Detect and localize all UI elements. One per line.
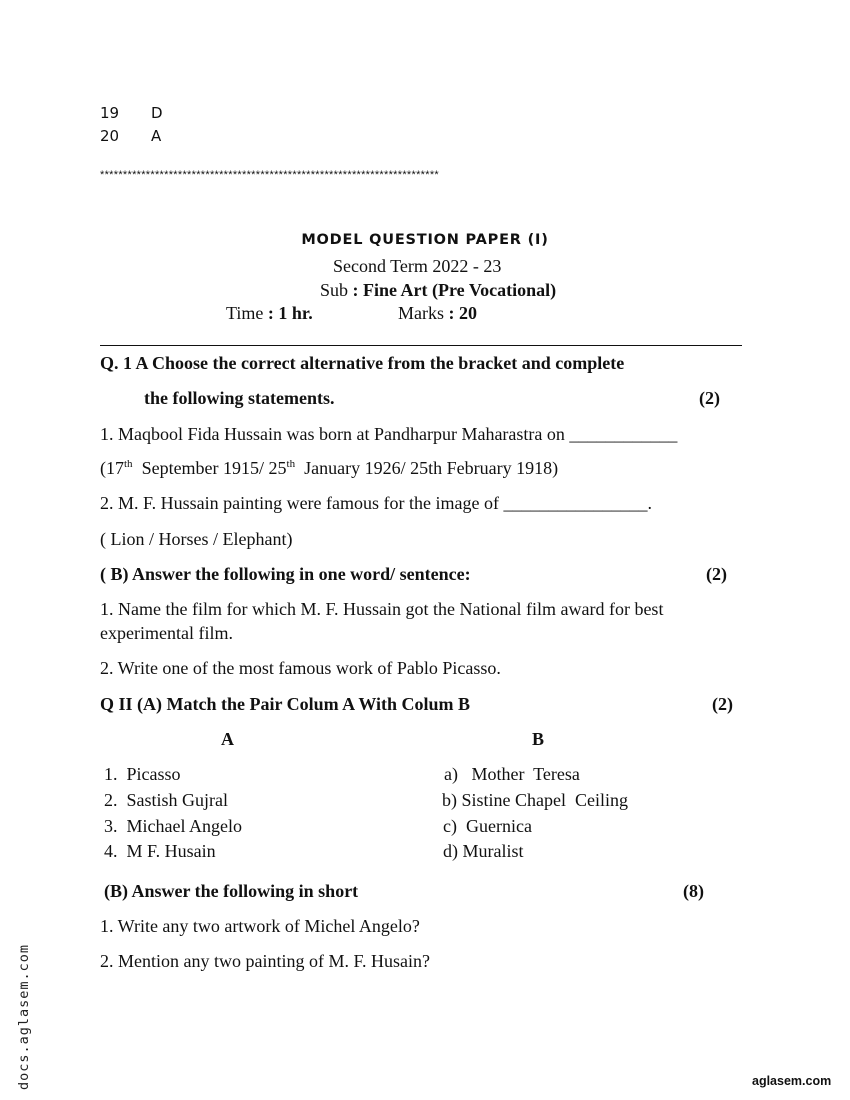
time-line bbox=[226, 303, 313, 324]
q1a-options-2: ( Lion / Horses / Elephant) bbox=[100, 529, 293, 549]
column-b-item: b) Sistine Chapel Ceiling bbox=[442, 790, 628, 810]
answer-letter: A bbox=[151, 127, 162, 145]
column-a-item: 2. Sastish Gujral bbox=[104, 790, 228, 810]
marks-line bbox=[398, 303, 477, 324]
separator-stars: ************************************************************************** bbox=[100, 169, 439, 181]
marks-value: : 20 bbox=[448, 303, 477, 323]
column-b-item: c) Guernica bbox=[443, 816, 532, 836]
q2a-heading: Q II (A) Match the Pair Colum A With Colum B bbox=[100, 694, 471, 714]
q1b-statement-2: 2. Write one of the most famous work of Pablo Picasso. bbox=[100, 658, 501, 678]
header-divider bbox=[100, 345, 742, 346]
q1a-heading-line1: Q. 1 A Choose the correct alternative from the bracket and complete bbox=[100, 353, 625, 373]
subject-line bbox=[320, 280, 556, 301]
q2b-marks: (8) bbox=[683, 881, 704, 901]
side-watermark: docs.aglasem.com bbox=[16, 943, 32, 1090]
q2a-marks: (2) bbox=[712, 694, 733, 714]
column-a-header: A bbox=[221, 729, 234, 749]
column-b-item: a) Mother Teresa bbox=[444, 764, 580, 784]
q1b-heading: ( B) Answer the following in one word/ sentence: bbox=[100, 564, 471, 584]
time-label: Time bbox=[226, 303, 268, 323]
column-a-item: 4. M F. Husain bbox=[104, 841, 216, 861]
q1a-heading-line2: the following statements. bbox=[144, 388, 335, 408]
answer-number: 19 bbox=[100, 104, 120, 122]
subject-value: : Fine Art (Pre Vocational) bbox=[352, 280, 557, 300]
option-text: (17 bbox=[100, 458, 124, 478]
q2b-heading: (B) Answer the following in short bbox=[104, 881, 359, 901]
term-line: Second Term 2022 - 23 bbox=[333, 256, 502, 276]
q1b-marks: (2) bbox=[706, 564, 727, 584]
q1b-statement-1-line2: experimental film. bbox=[100, 623, 233, 643]
corner-watermark: aglasem.com bbox=[752, 1074, 832, 1088]
superscript: th bbox=[286, 458, 296, 470]
q1a-statement-2: 2. M. F. Hussain painting were famous for the image of ________________. bbox=[100, 493, 652, 513]
column-b-item: d) Muralist bbox=[443, 841, 524, 861]
answer-number: 20 bbox=[100, 127, 120, 145]
q2b-statement-1: 1. Write any two artwork of Michel Angelo? bbox=[100, 916, 420, 936]
q1b-statement-1-line1: 1. Name the film for which M. F. Hussain got the National film award for best bbox=[100, 599, 664, 619]
superscript: th bbox=[124, 458, 133, 470]
column-a-item: 3. Michael Angelo bbox=[104, 816, 242, 836]
q1a-options-1 bbox=[100, 458, 558, 479]
column-a-item: 1. Picasso bbox=[104, 764, 181, 784]
column-b-header: B bbox=[532, 729, 545, 749]
q2b-statement-2: 2. Mention any two painting of M. F. Husain? bbox=[100, 951, 431, 971]
marks-label: Marks bbox=[398, 303, 449, 323]
answer-letter: D bbox=[151, 104, 163, 122]
answer-row bbox=[100, 104, 163, 122]
option-text: January 1926/ 25th February 1918) bbox=[295, 458, 559, 478]
time-value: : 1 hr. bbox=[267, 303, 313, 323]
q1a-statement-1: 1. Maqbool Fida Hussain was born at Pandharpur Maharastra on ____________ bbox=[100, 424, 678, 444]
answer-row bbox=[100, 127, 162, 145]
option-text: September 1915/ 25 bbox=[132, 458, 287, 478]
q1a-marks: (2) bbox=[699, 388, 720, 408]
paper-title: MODEL QUESTION PAPER (I) bbox=[301, 232, 549, 248]
subject-label: Sub bbox=[320, 280, 353, 300]
